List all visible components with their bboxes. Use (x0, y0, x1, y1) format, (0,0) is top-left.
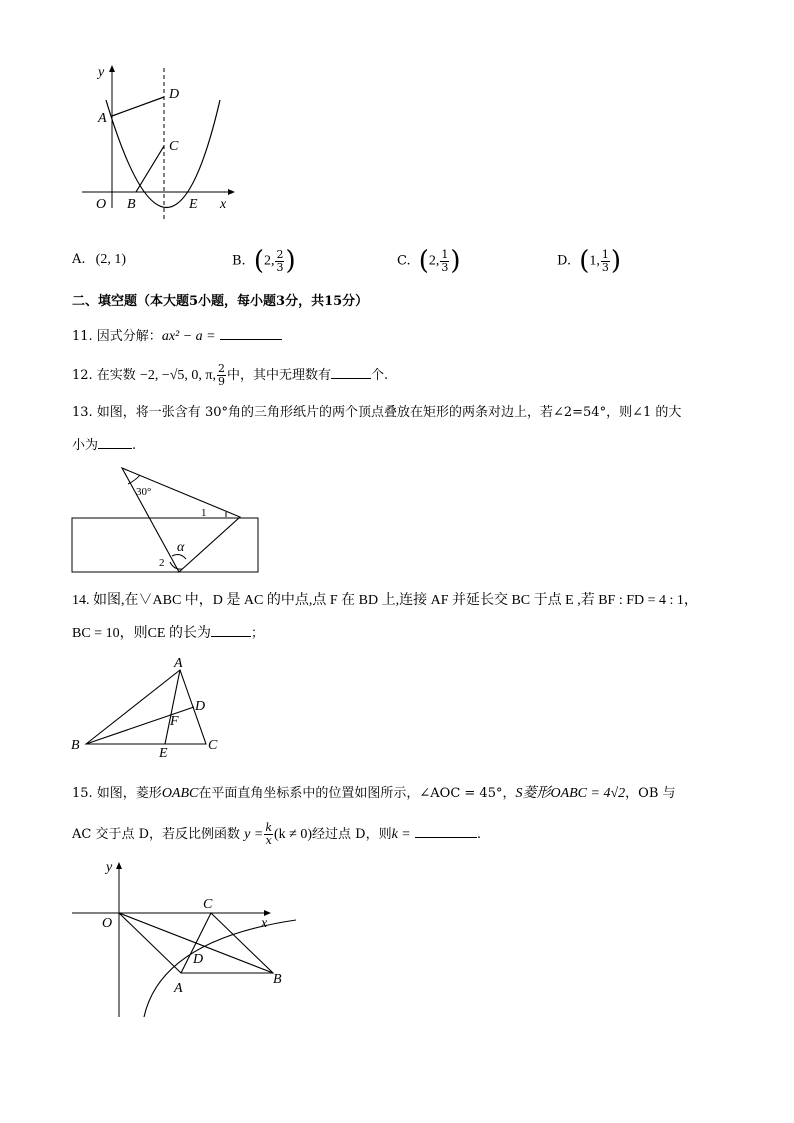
figure-triangle-ABC (66, 652, 236, 762)
question-15-line-2 (72, 820, 481, 850)
option-a-x: 2 (100, 252, 108, 267)
q13-answer-blank[interactable] (98, 436, 132, 449)
q15-text-2: 在平面直角坐标系中的位置如图所示，∠AOC = 45°， (198, 786, 516, 801)
y-axis-arrow (109, 65, 115, 72)
label-B: B (71, 738, 80, 753)
q12-number-list: −2, −√5, 0, π, (139, 368, 216, 383)
label-2: 2 (159, 557, 165, 569)
q12-tail: 个. (371, 368, 389, 383)
label-E: E (189, 197, 198, 212)
segment-AE (165, 670, 180, 744)
option-letter: B. (232, 253, 246, 269)
question-12 (72, 362, 388, 390)
q13-text: 小为 (72, 438, 99, 453)
x-axis-arrow (228, 189, 235, 195)
question-14-line-1 (72, 592, 698, 610)
fraction: $\frac{1}{3}$ (601, 247, 609, 274)
triangle-ABC (86, 670, 206, 744)
segment-AD (112, 97, 164, 116)
label-30: 30° (136, 486, 152, 498)
hyperbola-curve (144, 920, 296, 1017)
option-a[interactable]: A. (2, 1) (72, 252, 127, 267)
figure-parabola (70, 60, 250, 225)
q15-text: 15. 如图，菱形 (72, 786, 162, 801)
option-letter: C. (397, 253, 411, 269)
q15-text-4: AC 交于点 D，若反比例函数 (72, 827, 241, 842)
q14-tail: ； (250, 626, 264, 641)
label-C: C (203, 897, 213, 912)
segment-BC (136, 146, 164, 192)
q12-answer-blank[interactable] (331, 366, 371, 379)
question-15-line-1 (72, 785, 676, 803)
q14-text-2: BC = 10，则CE 的长为 (72, 626, 211, 641)
label-alpha: α (177, 540, 185, 555)
label-C: C (208, 738, 218, 753)
fraction: $\frac{k}{x}$ (265, 821, 273, 847)
q15-rhombus-name: OABC (161, 786, 199, 801)
q15-text-5: 经过点 D，则 (312, 827, 392, 842)
label-F: F (170, 714, 179, 729)
option-d[interactable]: D. (1, $\frac{1}{3}$ ) (557, 246, 622, 276)
y-axis-arrow (116, 862, 122, 869)
label-A: A (98, 111, 107, 126)
option-b[interactable]: B. (2, $\frac{2}{3}$ ) (232, 246, 296, 276)
triangle-paper (122, 468, 240, 572)
label-x: x (261, 916, 268, 931)
label-B: B (127, 197, 136, 212)
label-A: A (174, 656, 183, 671)
label-O: O (102, 916, 113, 931)
fraction: $\frac{2}{9}$ (218, 362, 225, 388)
q15-answer-blank[interactable] (415, 825, 477, 838)
q15-condition: (k ≠ 0) (274, 827, 313, 842)
figure-triangle-on-rectangle (66, 460, 266, 580)
q15-text-3: ，OB 与 (625, 786, 676, 801)
question-11 (72, 327, 282, 346)
q14-answer-blank[interactable] (211, 624, 251, 637)
question-13-line-1: 13. 如图，将一张含有 30°角的三角形纸片的两个顶点叠放在矩形的两条对边上，若∠2=54°，则∠1 的大 (72, 405, 682, 420)
angle-alpha-arc (172, 555, 186, 559)
option-letter: D. (557, 253, 572, 269)
option-c[interactable]: C. (2, $\frac{1}{3}$ ) (397, 246, 461, 276)
q12-text-2: 中，其中无理数有 (227, 368, 332, 383)
label-O: O (96, 197, 107, 212)
option-letter: A. (72, 252, 86, 267)
label-A: A (174, 981, 183, 996)
option-a-y: 1 (114, 252, 122, 267)
label-D: D (195, 699, 206, 714)
q13-tail: . (132, 438, 137, 453)
option-c-x: 2 (428, 253, 436, 269)
section-heading: 二、填空题（本大题5小题，每小题3分，共15分） (72, 294, 369, 309)
q11-text: 11. 因式分解： (72, 329, 162, 344)
label-x: x (220, 197, 227, 212)
question-13-line-2 (72, 436, 136, 455)
fraction: $\frac{2}{3}$ (276, 247, 284, 274)
q15-k: k = (391, 827, 411, 842)
q15-tail: . (476, 827, 482, 842)
option-b-x: 2 (263, 253, 271, 269)
q12-text: 12. 在实数 (72, 368, 136, 383)
label-y: y (98, 65, 105, 80)
question-14-line-2 (72, 624, 264, 643)
label-B: B (273, 972, 282, 987)
q15-area: S菱形OABC = 4√2 (515, 786, 626, 801)
label-y: y (106, 860, 113, 875)
label-C: C (169, 139, 179, 154)
angle-30-arc (128, 475, 140, 484)
q15-function: y = (244, 827, 264, 842)
label-1: 1 (201, 507, 207, 519)
parabola-curve (106, 100, 220, 208)
label-D: D (169, 87, 180, 102)
q11-answer-blank[interactable] (220, 327, 282, 340)
fraction: $\frac{1}{3}$ (441, 247, 449, 274)
label-D: D (193, 952, 204, 967)
q14-text: 14. 如图,在∨ABC 中，D 是 AC 的中点,点 F 在 BD 上,连接 AF 并延长交 BC 于点 E ,若 BF : FD = 4 : 1， (72, 593, 698, 608)
label-E: E (159, 746, 168, 761)
figure-rhombus (66, 855, 306, 1025)
q11-expression: ax² − a = (161, 329, 216, 344)
option-d-x: 1 (589, 253, 597, 269)
